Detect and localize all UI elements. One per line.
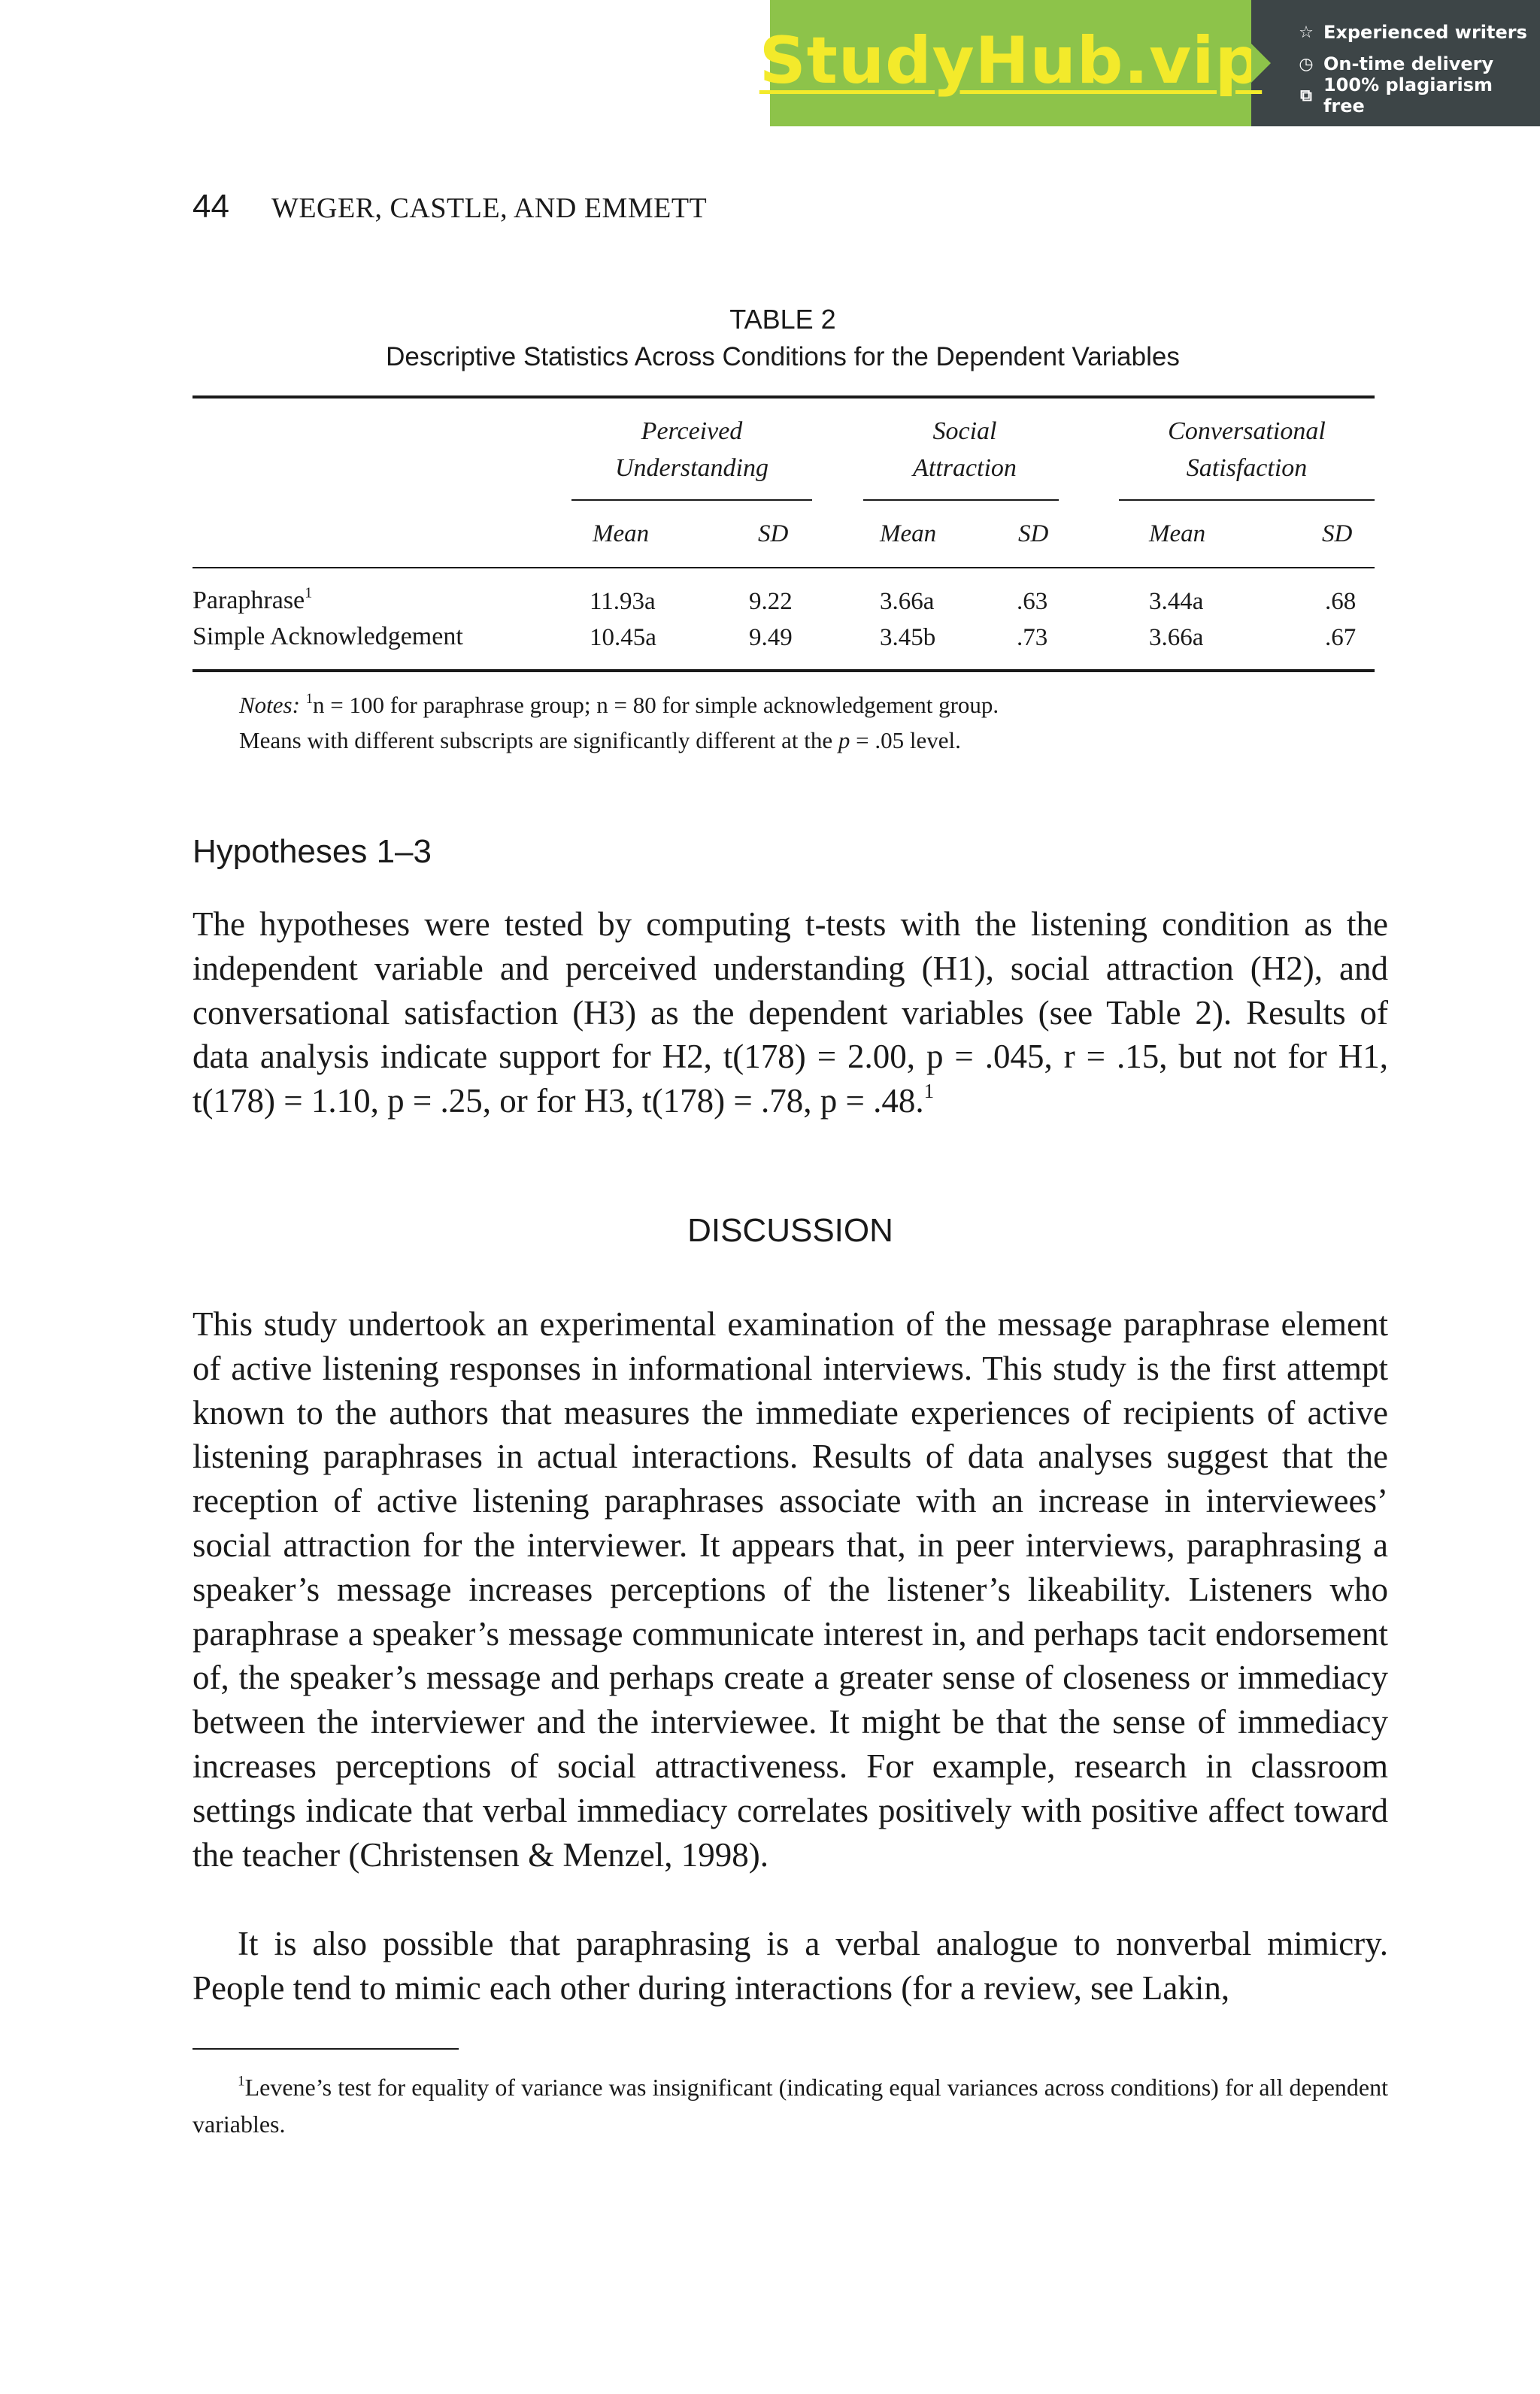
hypotheses-paragraph [192, 902, 1388, 1123]
page-number: 44 [192, 188, 229, 225]
column-header-mean: Mean [1149, 520, 1206, 547]
footnote-marker: 1 [305, 584, 313, 602]
group-head-perceived-understanding [571, 413, 812, 486]
table-cell: .63 [1017, 588, 1048, 615]
feature-label: Experienced writers [1323, 22, 1527, 43]
column-header-sd: SD [758, 520, 789, 547]
note-text: Means with different subscripts are significantly different at the [239, 727, 838, 753]
table-notes-line1 [239, 692, 999, 719]
discussion-paragraph-1: This study undertook an experimental examination of the message paraphrase element of active listening responses in informational interviews. This study is the first attempt known to the authors that measures the immediate experiences of recipients of active listening paraphrases in actual interactions. Results of data analyses suggest that the reception of active listening paraphrases associate with an increase in interviewees’ social attraction for the interviewer. It appears that, in peer interviews, paraphrasing a speaker’s message increases perceptions of the listener’s likeability. Listeners who paraphrase a speaker’s message communicate interest in, and perhaps tacit endorsement of, the speaker’s message and perhaps create a greater sense of closeness or immediacy between the interviewer and the interviewee. It might be that the sense of immediacy increases perceptions of social attractiveness. For example, research in classroom settings indicate that verbal immediacy correlates positively with positive affect toward the teacher (Christensen & Menzel, 1998). [192, 1305, 1388, 1874]
row-label-text: Paraphrase [192, 586, 305, 614]
table-cell: 10.45a [590, 624, 656, 651]
banner-features [1251, 0, 1540, 126]
note-text: p [838, 727, 850, 753]
footnote-text: Levene’s test for equality of variance was insignificant (indicating equal variances across conditions) for all dependent variables. [192, 2074, 1388, 2138]
table-cell: 11.93a [590, 588, 656, 615]
table-notes-line2 [239, 727, 961, 754]
column-header-sd: SD [1322, 520, 1353, 547]
group-head-conversational-satisfaction [1119, 413, 1375, 486]
table-bottom-rule [192, 669, 1375, 672]
discussion-paragraph-2: It is also possible that paraphrasing is a verbal analogue to nonverbal mimicry. People tend to mimic each other during interactions (for a review, see Lakin, [192, 1925, 1388, 2007]
group-head-line: Understanding [615, 454, 768, 482]
copy-icon: ⧉ [1300, 86, 1312, 105]
studyhub-banner[interactable] [759, 0, 1540, 126]
group-head-line: Attraction [913, 454, 1017, 482]
section-heading-discussion: DISCUSSION [687, 1212, 893, 1249]
notes-label: Notes: [239, 692, 300, 718]
note-text: = .05 level. [850, 727, 961, 753]
table-cell: .68 [1325, 588, 1357, 615]
table-cell: .67 [1325, 624, 1357, 651]
group-head-line: Conversational [1168, 417, 1326, 445]
studyhub-logo[interactable] [759, 0, 1263, 126]
group-head-line: Satisfaction [1186, 454, 1308, 482]
table-cell: 3.66a [1149, 624, 1204, 651]
footnote-rule [192, 2048, 459, 2050]
table-cell: 9.49 [749, 624, 793, 651]
table-cell: 9.22 [749, 588, 793, 615]
footnote-marker: 1 [923, 1080, 935, 1103]
column-header-mean: Mean [593, 520, 650, 547]
table-cell: 3.44a [1149, 588, 1204, 615]
table-cell: 3.45b [880, 624, 936, 651]
group-head-line: Social [932, 417, 997, 445]
table-caption: Descriptive Statistics Across Conditions for the Dependent Variables [386, 342, 1180, 371]
column-header-mean: Mean [880, 520, 937, 547]
feature-plagiarism-free [1296, 74, 1540, 117]
footnote-marker: 1 [238, 2073, 245, 2089]
table-top-rule [192, 395, 1375, 398]
clock-icon: ◷ [1299, 54, 1314, 74]
table-cell: 3.66a [880, 588, 935, 615]
table-number: TABLE 2 [729, 304, 836, 335]
section-heading-hypotheses: Hypotheses 1–3 [192, 833, 432, 870]
row-label-paraphrase [192, 586, 312, 615]
paragraph-text: The hypotheses were tested by computing t-tests with the listening condition as the independent variable and perceived understanding (H1), social attraction (H2), and conversational satisfaction (H3) as the dependent variables (see Table 2). Results of data analysis indicate support for H2, t(178) = 2.00, p = .045, r = .15, but not for H1, t(178) = 1.10, p = .25, or for H3, t(178) = .78, p = .48. [192, 905, 1388, 1120]
footnote [192, 2069, 1388, 2143]
group-rule [1119, 499, 1375, 501]
table-cell: .73 [1017, 624, 1048, 651]
running-head-authors: WEGER, CASTLE, AND EMMETT [271, 192, 708, 224]
studyhub-logo-text: StudyHub.vip [759, 23, 1263, 98]
feature-label: 100% plagiarism free [1323, 74, 1493, 117]
group-rule [863, 499, 1059, 501]
group-head-line: Perceived [641, 417, 743, 445]
column-header-sd: SD [1018, 520, 1049, 547]
group-head-social-attraction [863, 413, 1066, 486]
group-rule [571, 499, 812, 501]
row-label-simple-acknowledgement [192, 623, 463, 651]
feature-label: On-time delivery [1323, 53, 1494, 74]
feature-experienced-writers [1296, 17, 1540, 48]
header-rule [192, 567, 1375, 568]
footnote-marker: 1 [305, 690, 313, 707]
star-outline-icon: ☆ [1299, 23, 1314, 42]
row-label-text: Simple Acknowledgement [192, 623, 463, 650]
running-head [192, 188, 707, 226]
note-text: n = 100 for paraphrase group; n = 80 for simple acknowledgement group. [312, 692, 999, 718]
